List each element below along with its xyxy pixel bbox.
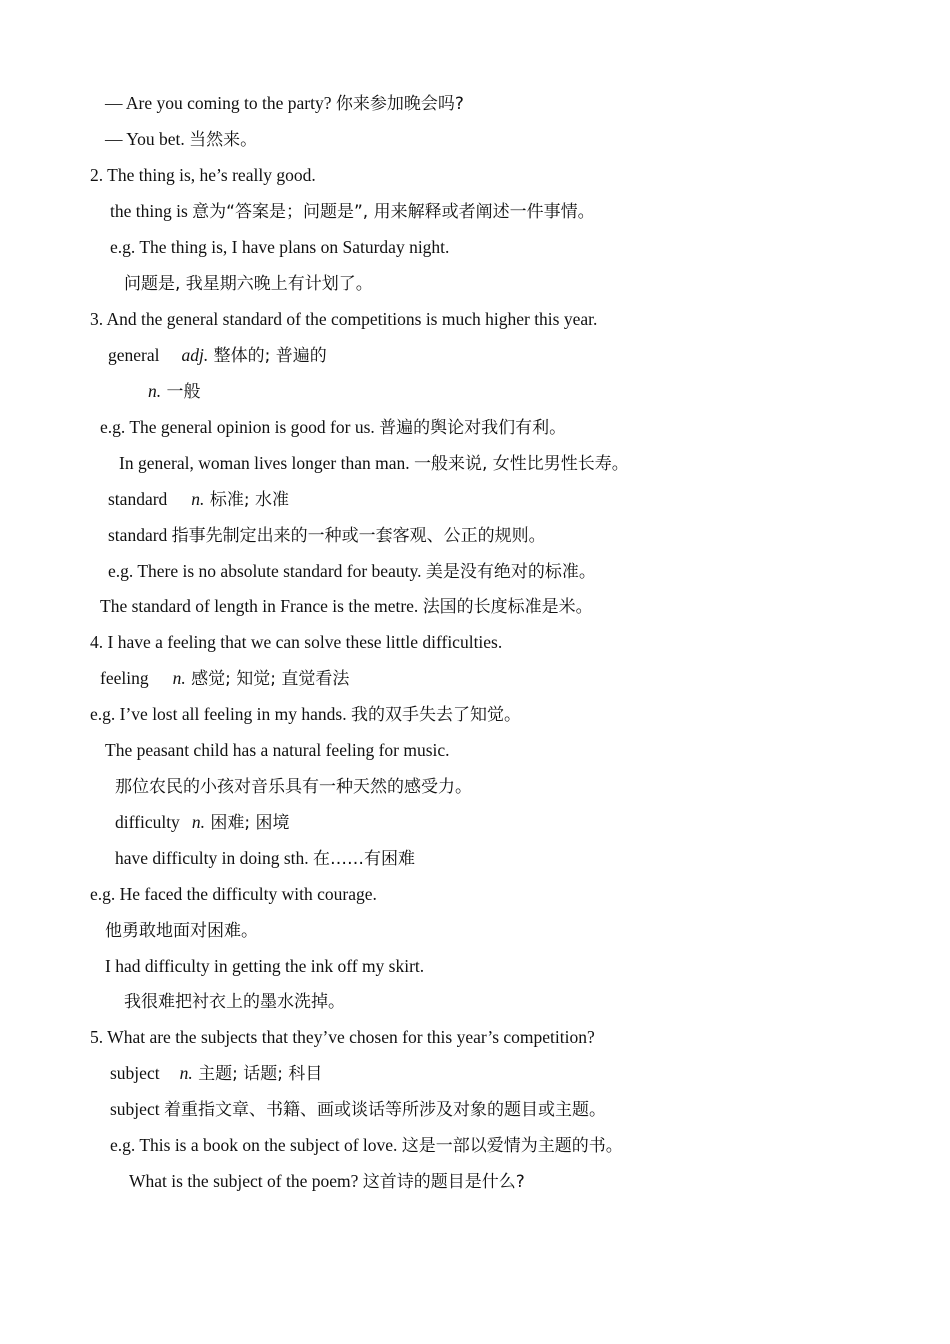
definition-the-thing-is bbox=[110, 200, 595, 223]
chinese-text: 法国的长度标准是米。 bbox=[422, 597, 593, 617]
english-text: 2. The thing is, he’s really good. bbox=[90, 165, 316, 185]
english-text: e.g. The general opinion is good for us. bbox=[100, 417, 380, 437]
vocab-general-noun bbox=[148, 380, 201, 403]
definition-standard bbox=[108, 524, 546, 547]
vocab-word: standard bbox=[108, 489, 168, 509]
vocab-word: general bbox=[108, 345, 160, 365]
chinese-text: 一般 bbox=[161, 382, 201, 402]
part-of-speech: n. bbox=[172, 668, 186, 688]
vocab-word: difficulty bbox=[115, 812, 180, 832]
english-text: e.g. I’ve lost all feeling in my hands. bbox=[90, 704, 351, 724]
item-4-heading bbox=[90, 631, 502, 653]
chinese-text: 你来参加晚会吗? bbox=[335, 94, 464, 114]
part-of-speech: n. bbox=[148, 381, 162, 401]
example-translation bbox=[124, 990, 345, 1013]
chinese-text: 主题; 话题; 科目 bbox=[192, 1064, 323, 1084]
english-text: What is the subject of the poem? bbox=[129, 1171, 363, 1191]
chinese-text: 整体的; 普遍的 bbox=[208, 346, 327, 366]
example-translation bbox=[105, 919, 258, 942]
english-text: 5. What are the subjects that they’ve chosen for this year’s competition? bbox=[90, 1027, 595, 1047]
chinese-text: 我的双手失去了知觉。 bbox=[350, 705, 521, 725]
chinese-text: 普遍的舆论对我们有利。 bbox=[379, 418, 567, 438]
chinese-text: 问题是, 我星期六晚上有计划了。 bbox=[124, 274, 373, 294]
chinese-text: 这是一部以爱情为主题的书。 bbox=[401, 1136, 623, 1156]
english-text: In general, woman lives longer than man. bbox=[119, 453, 414, 473]
chinese-text: 他勇敢地面对困难。 bbox=[105, 921, 258, 941]
chinese-text: 感觉; 知觉; 直觉看法 bbox=[185, 669, 350, 689]
english-text: e.g. There is no absolute standard for beauty. bbox=[108, 561, 426, 581]
english-text: — You bet. bbox=[105, 129, 190, 149]
example-sentence bbox=[129, 1170, 525, 1193]
english-text: have difficulty in doing sth. bbox=[115, 848, 313, 868]
vocab-word: subject bbox=[110, 1063, 160, 1083]
english-text: 3. And the general standard of the competitions is much higher this year. bbox=[90, 309, 598, 329]
english-text: — Are you coming to the party? bbox=[105, 93, 336, 113]
chinese-text: 当然来。 bbox=[189, 130, 258, 150]
chinese-text: 指事先制定出来的一种或一套客观、公正的规则。 bbox=[171, 526, 546, 546]
example-sentence bbox=[110, 1134, 623, 1157]
example-sentence bbox=[90, 703, 521, 726]
chinese-text: 一般来说, 女性比男性长寿。 bbox=[413, 454, 629, 474]
example-translation bbox=[124, 272, 373, 295]
english-text: e.g. He faced the difficulty with courage. bbox=[90, 884, 377, 904]
definition-subject bbox=[110, 1098, 606, 1121]
english-text: e.g. The thing is, I have plans on Saturday night. bbox=[110, 237, 450, 257]
english-text: I had difficulty in getting the ink off my skirt. bbox=[105, 956, 425, 976]
example-sentence bbox=[90, 883, 377, 905]
chinese-text: 我很难把衬衣上的墨水洗掉。 bbox=[124, 992, 345, 1012]
item-3-heading bbox=[90, 308, 597, 330]
chinese-text: 标准; 水准 bbox=[204, 490, 289, 510]
english-text: e.g. This is a book on the subject of love. bbox=[110, 1135, 402, 1155]
english-text: subject bbox=[110, 1099, 164, 1119]
dialogue-line-question bbox=[105, 92, 464, 115]
english-text: standard bbox=[108, 525, 172, 545]
chinese-text: 困难; 困境 bbox=[204, 813, 290, 833]
example-sentence bbox=[100, 416, 566, 439]
dialogue-line-answer bbox=[105, 128, 257, 151]
chinese-text: 在……有困难 bbox=[313, 849, 415, 869]
example-sentence bbox=[108, 560, 596, 583]
chinese-text: 那位农民的小孩对音乐具有一种天然的感受力。 bbox=[115, 777, 472, 797]
part-of-speech: adj. bbox=[181, 345, 209, 365]
vocab-subject bbox=[110, 1062, 322, 1085]
part-of-speech: n. bbox=[191, 489, 205, 509]
vocab-word: feeling bbox=[100, 668, 149, 688]
chinese-text: 意为“答案是；问题是”, 用来解释或者阐述一件事情。 bbox=[192, 202, 595, 222]
example-sentence bbox=[110, 236, 449, 258]
example-sentence bbox=[105, 739, 450, 761]
example-sentence bbox=[105, 955, 424, 977]
vocab-standard bbox=[108, 488, 289, 511]
item-5-heading bbox=[90, 1026, 595, 1048]
vocab-feeling bbox=[100, 667, 349, 690]
example-sentence bbox=[100, 595, 593, 618]
vocab-general-adj bbox=[108, 344, 327, 367]
english-text: the thing is bbox=[110, 201, 193, 221]
item-2-heading bbox=[90, 164, 316, 186]
example-sentence bbox=[119, 452, 629, 475]
chinese-text: 这首诗的题目是什么? bbox=[362, 1172, 525, 1192]
english-text: The peasant child has a natural feeling for music. bbox=[105, 740, 450, 760]
chinese-text: 着重指文章、书籍、画或谈话等所涉及对象的题目或主题。 bbox=[163, 1100, 606, 1120]
english-text: The standard of length in France is the metre. bbox=[100, 596, 423, 616]
vocab-difficulty bbox=[115, 811, 289, 834]
part-of-speech: n. bbox=[191, 812, 205, 832]
part-of-speech: n. bbox=[179, 1063, 193, 1083]
chinese-text: 美是没有绝对的标准。 bbox=[425, 562, 596, 582]
english-text: 4. I have a feeling that we can solve these little difficulties. bbox=[90, 632, 503, 652]
phrase-have-difficulty bbox=[115, 847, 415, 870]
example-translation bbox=[115, 775, 472, 798]
